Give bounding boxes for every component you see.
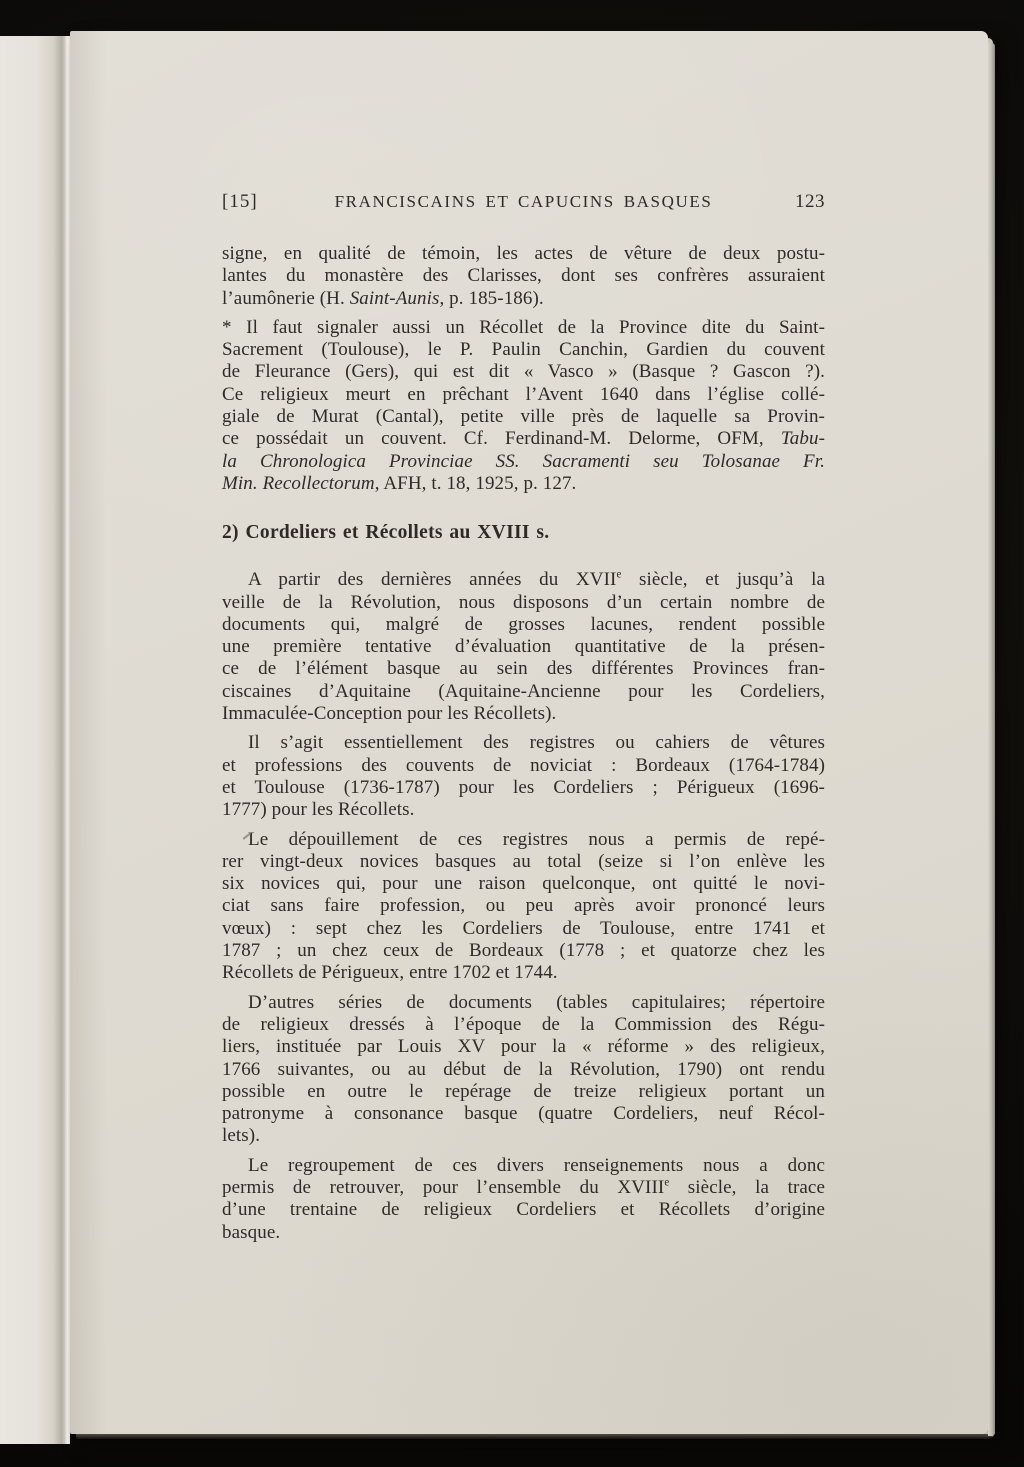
paragraph bbox=[222, 829, 825, 985]
text-line: de religieux dressés à l’époque de la Commission des Régu- bbox=[222, 1013, 825, 1035]
section-heading: 2) Cordeliers et Récollets au XVIII s. bbox=[222, 522, 550, 544]
text-line: liers, instituée par Louis XV pour la « réforme » des religieux, bbox=[222, 1036, 825, 1058]
text-line: ce de l’élément basque au sein des différentes Provinces fran- bbox=[222, 658, 825, 680]
text-line: Le dépouillement de ces registres nous a permis de repé- bbox=[248, 828, 825, 850]
text-line: documents qui, malgré de grosses lacunes, rendent possible bbox=[222, 613, 825, 635]
text-line: Min. Recollectorum, AFH, t. 18, 1925, p. 127. bbox=[222, 472, 577, 494]
text-line: de Fleurance (Gers), qui est dit « Vasco » (Basque ? Gascon ?). bbox=[222, 361, 825, 383]
text-line: basque. bbox=[222, 1221, 281, 1243]
text-line: d’une trentaine de religieux Cordeliers et Récollets d’origine bbox=[222, 1199, 825, 1221]
text-line: possible en outre le repérage de treize religieux portant un bbox=[222, 1080, 825, 1102]
text-line: Le regroupement de ces divers renseignements nous a donc bbox=[248, 1154, 825, 1176]
text-line: 1777) pour les Récollets. bbox=[222, 799, 415, 821]
text-line: l’aumônerie (H. Saint-Aunis, p. 185-186). bbox=[222, 287, 544, 309]
text-line: patronyme à consonance basque (quatre Cordeliers, neuf Récol- bbox=[222, 1103, 825, 1125]
page-header bbox=[222, 191, 825, 217]
text-line: ciscaines d’Aquitaine (Aquitaine-Ancienne pour les Cordeliers, bbox=[222, 680, 825, 702]
text-line: permis de retrouver, pour l’ensemble du XVIIIe siècle, la trace bbox=[222, 1176, 825, 1198]
text-line: * Il faut signaler aussi un Récollet de la Province dite du Saint- bbox=[222, 316, 825, 338]
text-line: et Toulouse (1736-1787) pour les Cordeliers ; Périgueux (1696- bbox=[222, 776, 825, 798]
paragraph bbox=[222, 732, 825, 821]
text-line: la Chronologica Provinciae SS. Sacramenti seu Tolosanae Fr. bbox=[222, 450, 825, 472]
text-line: A partir des dernières années du XVIIe siècle, et jusqu’à la bbox=[248, 568, 825, 591]
text-line: une première tentative d’évaluation quantitative de la présen- bbox=[222, 636, 825, 658]
text-line: Récollets de Périgueux, entre 1702 et 1744. bbox=[222, 962, 558, 984]
paragraph bbox=[222, 992, 825, 1148]
book-page bbox=[70, 31, 988, 1434]
paragraph bbox=[222, 1155, 825, 1244]
text-line: lets). bbox=[222, 1125, 261, 1147]
text-line: et professions des couvents de noviciat : Bordeaux (1764-1784) bbox=[222, 754, 825, 776]
text-line: signe, en qualité de témoin, les actes de vêture de deux postu- bbox=[222, 243, 825, 264]
text-line: rer vingt-deux novices basques au total (seize si l’on enlève les bbox=[222, 850, 825, 872]
facing-page-gutter bbox=[0, 36, 70, 1444]
text-line: veille de la Révolution, nous disposons d’un certain nombre de bbox=[222, 591, 825, 613]
text-line: ce possédait un couvent. Cf. Ferdinand-M. Delorme, OFM, Tabu- bbox=[222, 428, 825, 450]
paragraph bbox=[222, 569, 825, 725]
text-line: lantes du monastère des Clarisses, dont ses confrères assuraient bbox=[222, 265, 825, 287]
text-line: D’autres séries de documents (tables capitulaires; répertoire bbox=[248, 991, 825, 1013]
text-line: Immaculée-Conception pour les Récollets). bbox=[222, 703, 557, 725]
text-line: vœux) : sept chez les Cordeliers de Toulouse, entre 1741 et bbox=[222, 917, 825, 939]
page-number: 123 bbox=[795, 191, 825, 212]
text-line: Sacrement (Toulouse), le P. Paulin Canchin, Gardien du couvent bbox=[222, 339, 825, 361]
text-line: 1787 ; un chez ceux de Bordeaux (1778 ; et quatorze chez les bbox=[222, 940, 825, 962]
running-title: FRANCISCAINS ET CAPUCINS BASQUES bbox=[334, 192, 713, 211]
text-line: Il s’agit essentiellement des registres ou cahiers de vêtures bbox=[248, 732, 825, 754]
text-line: Ce religieux meurt en prêchant l’Avent 1640 dans l’église collé- bbox=[222, 383, 825, 405]
paragraph bbox=[222, 317, 825, 495]
text-line: six novices qui, pour une raison quelconque, ont quitté le novi- bbox=[222, 873, 825, 895]
text-line: giale de Murat (Cantal), petite ville près de laquelle sa Provin- bbox=[222, 406, 825, 428]
page-body bbox=[222, 243, 825, 1251]
text-line: ciat sans faire profession, ou peu après avoir prononcé leurs bbox=[222, 895, 825, 917]
margin-reference: [15] bbox=[222, 191, 258, 212]
paragraph bbox=[222, 243, 825, 310]
text-line: 1766 suivantes, ou au début de la Révolution, 1790) ont rendu bbox=[222, 1058, 825, 1080]
